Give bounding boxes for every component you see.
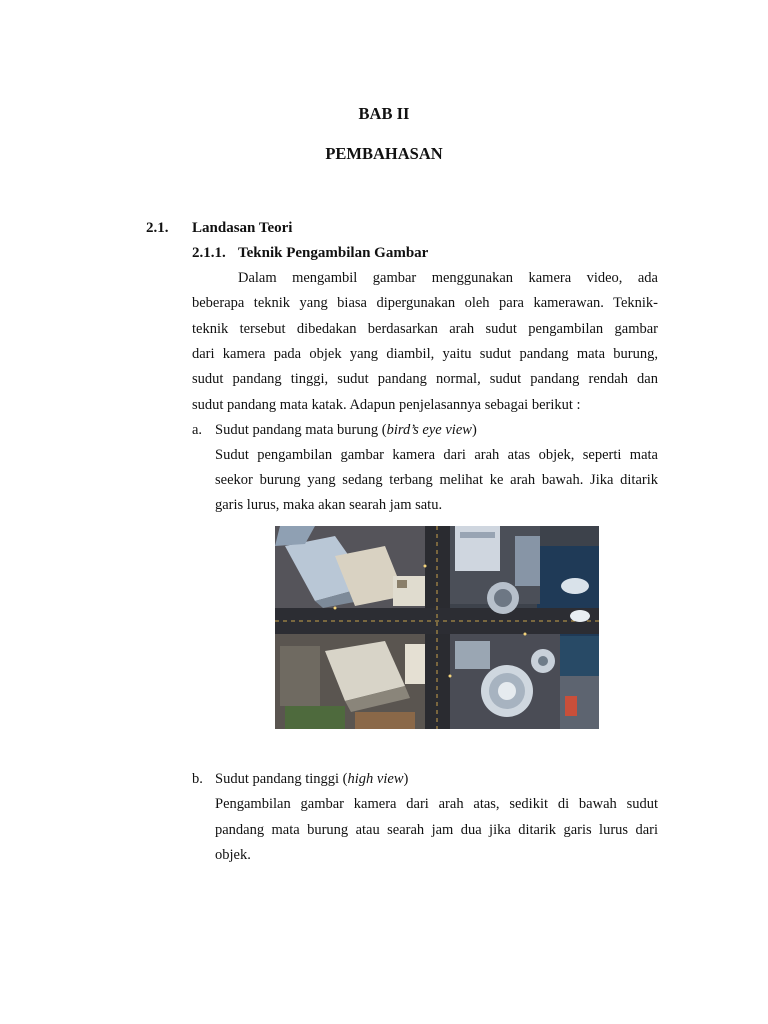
list-marker: b. xyxy=(192,771,203,787)
aerial-city-photo xyxy=(275,526,599,729)
list-item-heading: Sudut pandang tinggi (high view) xyxy=(215,771,409,787)
chapter-title: PEMBAHASAN xyxy=(325,144,443,163)
english-term: high view xyxy=(347,771,404,787)
paragraph-line: beberapa teknik yang biasa dipergunakan oleh para kamerawan. Teknik- xyxy=(192,295,658,311)
paragraph-line: Sudut pengambilan gambar kamera dari arah atas objek, seperti mata xyxy=(215,447,658,463)
paragraph-line: teknik tersebut dibedakan berdasarkan arah sudut pengambilan gambar xyxy=(192,321,658,337)
section-number: 2.1. xyxy=(146,220,169,236)
section-title: Landasan Teori xyxy=(192,220,293,236)
paragraph-line: pandang mata burung atau searah jam dua jika ditarik garis lurus dari xyxy=(215,822,658,838)
paragraph-line: dari kamera pada objek yang diambil, yaitu sudut pandang mata burung, xyxy=(192,346,658,362)
english-term: bird’s eye view xyxy=(386,422,472,438)
paragraph-line: objek. xyxy=(215,847,251,863)
paragraph-line: Pengambilan gambar kamera dari arah atas, sedikit di bawah sudut xyxy=(215,796,658,812)
paragraph-line: sudut pandang tinggi, sudut pandang normal, sudut pandang rendah dan xyxy=(192,371,658,387)
subsection-number: 2.1.1. xyxy=(192,245,226,261)
list-item-heading: Sudut pandang mata burung (bird’s eye view) xyxy=(215,422,477,438)
paragraph-line: sudut pandang mata katak. Adapun penjelasannya sebagai berikut : xyxy=(192,397,581,413)
paragraph-line: garis lurus, maka akan searah jam satu. xyxy=(215,497,443,513)
paragraph-line: seekor burung yang sedang terbang melihat ke arah bawah. Jika ditarik xyxy=(215,472,658,488)
list-marker: a. xyxy=(192,422,203,438)
paragraph-line: Dalam mengambil gambar menggunakan kamera video, ada xyxy=(238,270,658,286)
subsection-title: Teknik Pengambilan Gambar xyxy=(238,245,429,261)
chapter-number: BAB II xyxy=(358,104,410,123)
